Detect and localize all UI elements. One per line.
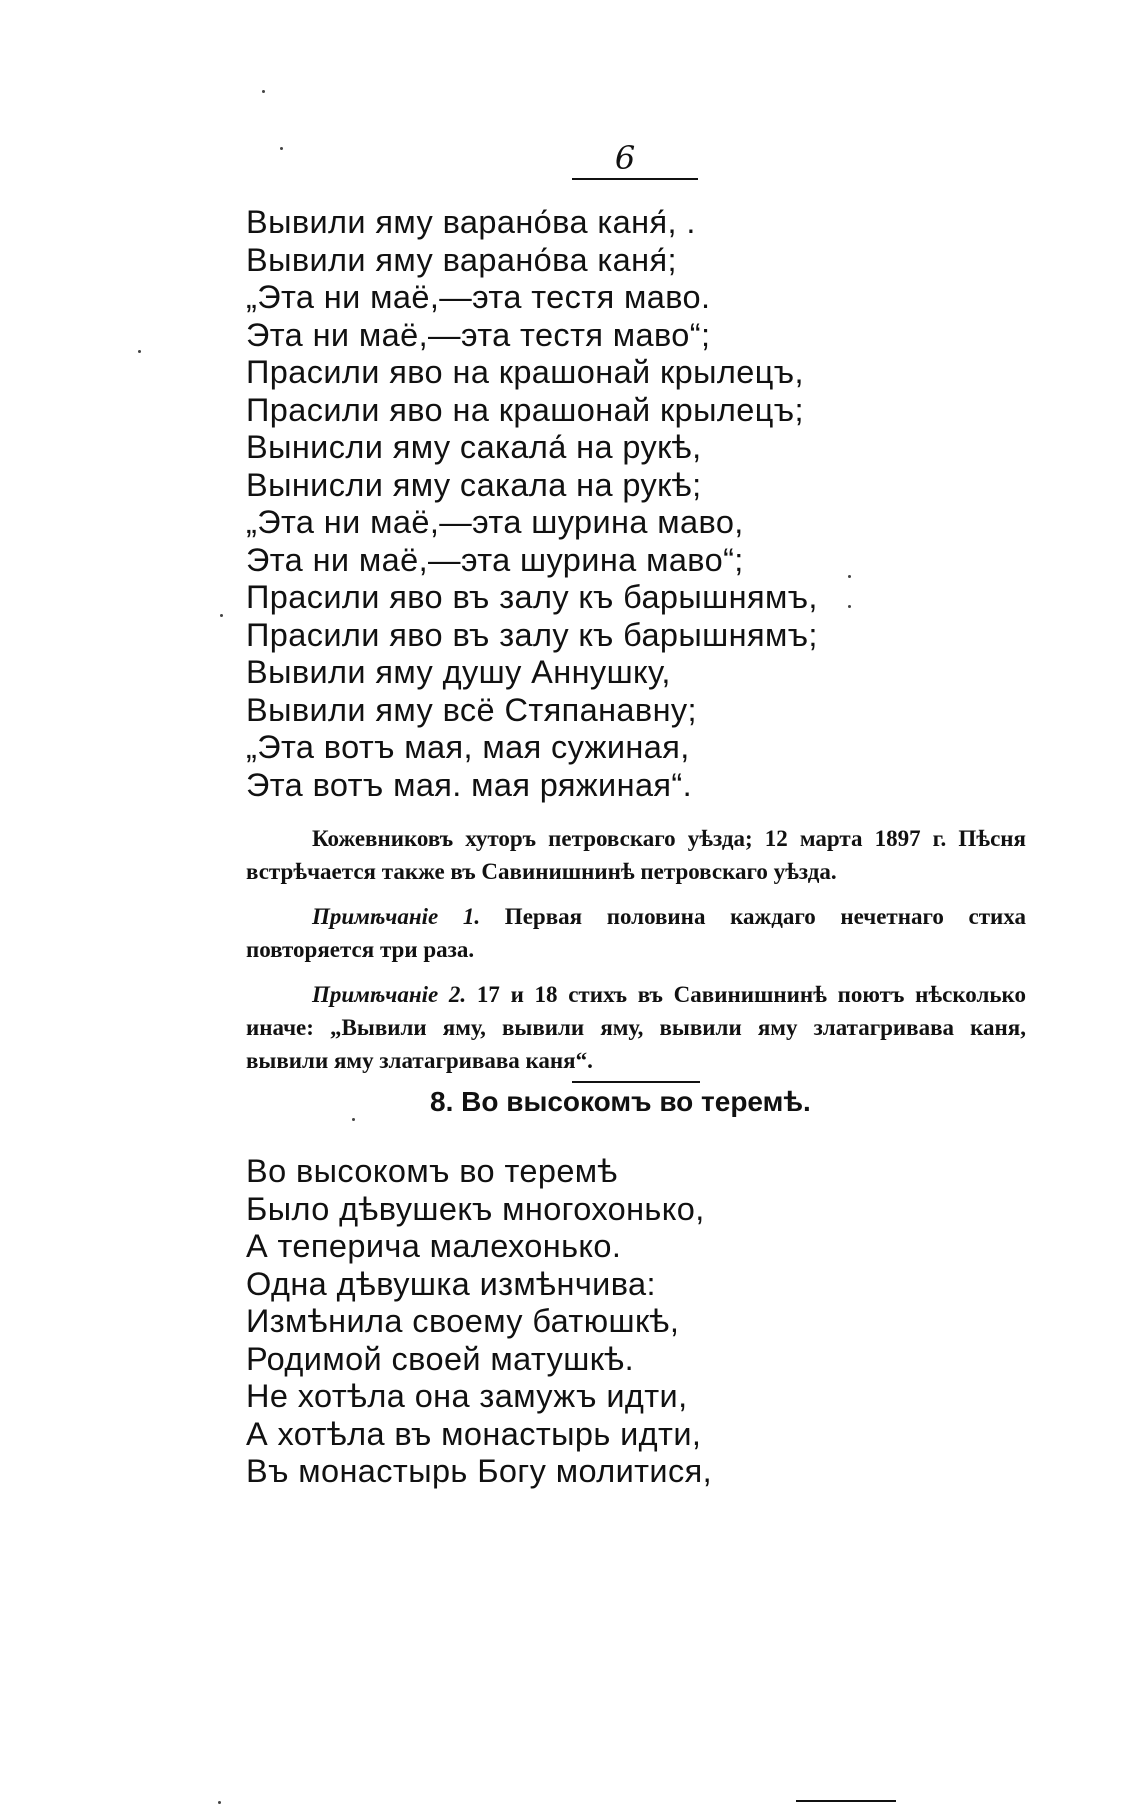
note-1-label: Примѣчаніе 1. <box>312 904 481 929</box>
header-rule <box>572 178 698 180</box>
verse-line: Вынисли яму сакала́ на рукѣ, <box>246 429 702 465</box>
speck <box>262 90 265 93</box>
note-1-text: Первая половина каждаго нечетнаго стиха повторяется три раза. <box>246 904 1026 962</box>
song-7-notes <box>246 822 1026 1089</box>
verse-line: Вынисли яму сакала на рукѣ; <box>246 466 702 503</box>
speck <box>220 614 223 617</box>
verse-line: А теперича малехонько. <box>246 1228 622 1264</box>
verse-line: Вывили яму всё Стяпанавну; <box>246 691 697 728</box>
speck <box>280 147 283 150</box>
verse-line: Въ монастырь Богу молитися, <box>246 1453 713 1489</box>
note-1 <box>246 900 1026 966</box>
verse-line: Вывили яму варано́ва каня́, . <box>246 204 696 240</box>
verse-line: Было дѣвушекъ многохонько, <box>246 1190 705 1227</box>
page-number: 6 <box>614 139 636 177</box>
verse-line: Прасили яво на крашонай крылецъ, <box>246 354 804 390</box>
verse-line: Не хотѣла она замужъ идти, <box>246 1378 688 1414</box>
verse-line: Эта ни маё,—эта шурина маво“; <box>246 541 744 578</box>
verse-line: Прасили яво въ залу къ барышнямъ; <box>246 616 818 653</box>
footer-rule <box>796 1800 896 1802</box>
verse-line: Родимой своей матушкѣ. <box>246 1340 635 1377</box>
verse-line: Эта ни маё,—эта тестя маво“; <box>246 316 711 353</box>
note-2-label: Примѣчаніе 2. <box>312 982 467 1007</box>
verse-line: Прасили яво въ залу къ барышнямъ, <box>246 579 818 615</box>
verse-line: Вывили яму варано́ва каня́; <box>246 241 677 278</box>
verse-line: Вывили яму душу Аннушку, <box>246 654 671 690</box>
speck <box>138 350 141 353</box>
verse-line: „Эта ни маё,—эта шурина маво, <box>246 504 744 540</box>
song-7-verse <box>246 204 818 804</box>
song-8-verse <box>246 1153 712 1491</box>
note-2 <box>246 978 1026 1077</box>
verse-line: А хотѣла въ монастырь идти, <box>246 1415 702 1452</box>
verse-line: Во высокомъ во теремѣ <box>246 1153 618 1189</box>
speck <box>352 1118 355 1121</box>
speck <box>848 575 851 578</box>
speck <box>848 605 851 608</box>
verse-line: Прасили яво на крашонай крылецъ; <box>246 391 804 428</box>
speck <box>218 1801 221 1804</box>
verse-line: Эта вотъ мая. мая ряжиная“. <box>246 766 693 803</box>
section-divider <box>572 1081 700 1083</box>
verse-line: Измѣнила своему батюшкѣ, <box>246 1303 680 1339</box>
song-8-title: 8. Во высокомъ во теремѣ. <box>430 1086 811 1117</box>
note-2-text: 17 и 18 стихъ въ Савинишнинѣ поютъ нѣсколько иначе: „Вывили яму, вывили яму, вывили яму златагривава каня, вывили яму златагривава каня“. <box>246 982 1026 1073</box>
verse-line: „Эта вотъ мая, мая сужиная, <box>246 729 690 765</box>
verse-line: Одна дѣвушка измѣнчива: <box>246 1265 656 1302</box>
verse-line: „Эта ни маё,—эта тестя маво. <box>246 279 711 315</box>
source-note: Кожевниковъ хуторъ петровскаго уѣзда; 12 марта 1897 г. Пѣсня встрѣчается также въ Савинишнинѣ петровскаго уѣзда. <box>246 826 1026 884</box>
